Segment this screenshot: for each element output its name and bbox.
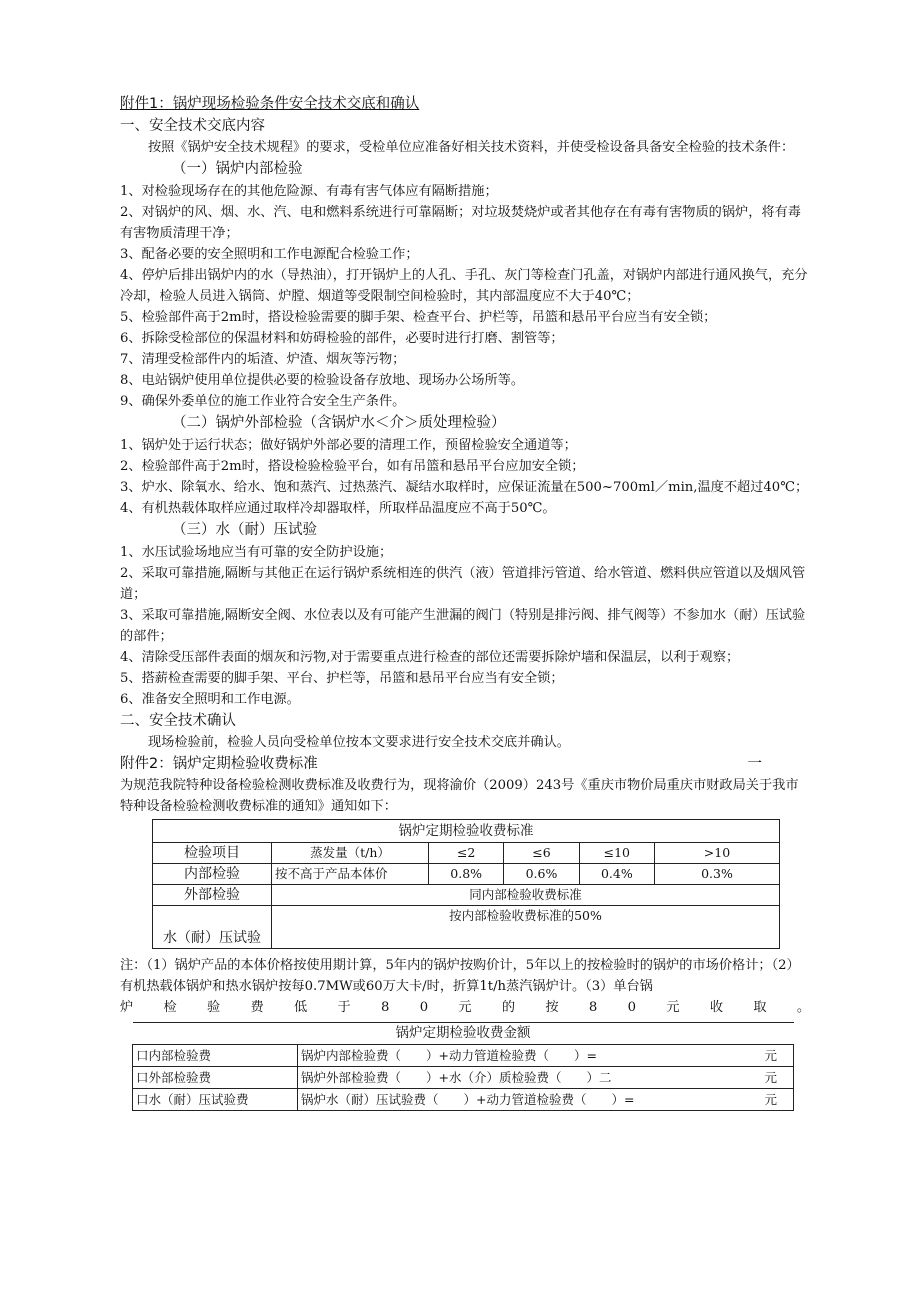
note-char: 元 [458, 1000, 472, 1015]
section1-heading: 一、安全技术交底内容 [120, 118, 265, 134]
note-char: 验 [207, 1000, 221, 1015]
amount-row-formula-cell [298, 1067, 794, 1089]
attachment2-title: 附件2：锅炉定期检验收费标准 [120, 756, 318, 772]
note-char: 于 [337, 1000, 351, 1015]
section1-intro: 按照《锅炉安全技术规程》的要求，受检单位应准备好相关技术资料，并使受检设备具备安全检验的技术条件： [148, 140, 795, 155]
note-char: 0 [419, 1000, 429, 1015]
note-char: 炉 [120, 1000, 134, 1015]
sub2-item: 2、检验部件高于2m时，搭设检验检验平台，如有吊篮和悬吊平台应加安全锁； [120, 459, 585, 474]
document-content [120, 93, 810, 1111]
note-char: 收 [709, 1000, 723, 1015]
attachment2-dash: 一 [747, 756, 762, 772]
note-char: 0 [627, 1000, 636, 1015]
note-char: 元 [666, 1000, 680, 1015]
sub1-item: 1、对检验现场存在的其他危险源、有毒有害气体应有隔断措施； [120, 184, 498, 199]
sub3-item: 1、水压试验场地应当有可靠的安全防护设施； [120, 545, 393, 560]
sub1-item: 7、清理受检部件内的垢渣、炉渣、烟灰等污物； [120, 352, 406, 367]
fee-table-external-label: 外部检验 [153, 885, 272, 906]
amount-row-unit: 元 [764, 1092, 777, 1107]
note-char: 检 [163, 1000, 177, 1015]
amount-row-formula: 锅炉内部检验费（ ）+动力管道检验费（ ）= [301, 1048, 597, 1063]
fee-table-pressure-value: 按内部检验收费标准的50% [272, 906, 780, 949]
sub1-item: 6、拆除受检部位的保温材料和妨碍检验的部件，必要时进行打磨、割管等； [120, 331, 564, 346]
amount-row-formula: 锅炉外部检验费（ ）+水（介）质检验费（ ）二 [301, 1070, 612, 1085]
fee-note-justified-line [120, 997, 810, 1018]
sub1-item: 5、检验部件高于2m时，搭设检验需要的脚手架、检查平台、护栏等，吊篮和悬吊平台应当有安全锁； [120, 310, 717, 325]
sub3-item: 2、采取可靠措施,隔断与其他正在运行锅炉系统相连的供汽（液）管道排污管道、给水管道、燃料供应管道以及烟风管道； [120, 566, 806, 602]
fee-amount-table [132, 1022, 794, 1111]
amount-row-unit: 元 [764, 1048, 777, 1063]
attachment2-intro: 为规范我院特种设备检验检测收费标准及收费行为，现将渝价（2009）243号《重庆市物价局重庆市财政局关于我市特种设备检验检测收费标准的通知》通知如下： [120, 778, 799, 814]
fee-table-header-col: ≤2 [429, 843, 504, 864]
note-char: 费 [250, 1000, 264, 1015]
amount-row-formula-cell [298, 1045, 794, 1067]
sub3-item: 6、准备安全照明和工作电源。 [120, 692, 300, 707]
amount-row-formula-cell [298, 1089, 794, 1111]
sub3-item: 3、采取可靠措施,隔断安全阀、水位表以及有可能产生泄漏的阀门（特别是排污阀、排气阀等）不参加水（耐）压试验的部件； [120, 608, 806, 644]
fee-table-header-col: >10 [655, 843, 780, 864]
sub3-item: 4、清除受压部件表面的烟灰和污物,对于需要重点进行检查的部位还需要拆除炉墙和保温层，以利于观察； [120, 650, 740, 665]
fee-table-header-col: ≤6 [504, 843, 579, 864]
sub2-item: 4、有机热载体取样应通过取样冷却器取样，所取样品温度应不高于50℃。 [120, 501, 556, 516]
sub2-heading: （二）锅炉外部检验（含锅炉水＜介＞质处理检验） [172, 415, 506, 431]
amount-row-unit: 元 [764, 1070, 777, 1085]
sub1-item: 3、配备必要的安全照明和工作电源配合检验工作； [120, 247, 419, 262]
sub3-item: 5、搭薪检查需要的脚手架、平台、护栏等，吊篮和悬吊平台应当有安全锁； [120, 671, 564, 686]
note-char: 8 [381, 1000, 390, 1015]
note-char: 低 [294, 1000, 308, 1015]
fee-table-pressure-label: 水（耐）压试验 [153, 906, 272, 949]
section2-heading: 二、安全技术确认 [120, 713, 236, 729]
sub2-item: 1、锅炉处于运行状态；做好锅炉外部必要的清理工作，预留检验安全通道等； [120, 438, 577, 453]
note-char: 的 [501, 1000, 516, 1015]
sub1-heading: （一）锅炉内部检验 [172, 161, 303, 177]
sub2-item: 3、炉水、除氧水、给水、饱和蒸汽、过热蒸汽、凝结水取样时，应保证流量在500~700ml／min,温度不超过40℃； [120, 480, 809, 495]
sub1-item: 4、停炉后排出锅炉内的水（导热油），打开锅炉上的人孔、手孔、灰门等检查门孔盖，对锅炉内部进行通风换气，充分冷却，检验人员进入锅筒、炉膛、烟道等受限制空间检验时，其内部温度应不大于40℃； [120, 268, 808, 304]
fee-table-header-unit: 蒸发量（t/h） [272, 843, 429, 864]
amount-row-label: 口外部检验费 [133, 1067, 298, 1089]
sub3-heading: （三）水（耐）压试验 [172, 522, 317, 538]
fee-table-internal-desc: 按不高于产品本体价 [272, 864, 429, 885]
sub1-item: 8、电站锅炉使用单位提供必要的检验设备存放地、现场办公场所等。 [120, 373, 525, 388]
amount-table-caption: 锅炉定期检验收费金额 [133, 1023, 794, 1045]
fee-table-internal-rate: 0.3% [655, 864, 780, 885]
fee-standard-table [152, 819, 780, 949]
fee-table-caption: 锅炉定期检验收费标准 [153, 820, 780, 843]
amount-row-label: 口内部检验费 [133, 1045, 298, 1067]
amount-row-formula: 锅炉水（耐）压试验费（ ）+动力管道检验费（ ）= [301, 1092, 635, 1107]
note-char: 取 [753, 1000, 767, 1015]
sub1-item: 2、对锅炉的风、烟、水、汽、电和燃料系统进行可靠隔断；对垃圾焚烧炉或者其他存在有毒有害物质的锅炉，将有毒有害物质清理干净； [120, 205, 801, 241]
attachment1-title: 附件1：锅炉现场检验条件安全技术交底和确认 [120, 96, 420, 112]
fee-table-internal-rate: 0.4% [579, 864, 654, 885]
fee-table-header-col: ≤10 [579, 843, 654, 864]
fee-table-internal-rate: 0.8% [429, 864, 504, 885]
note-char: 按 [545, 1000, 559, 1015]
amount-row-label: 口水（耐）压试验费 [133, 1089, 298, 1111]
sub1-item: 9、确保外委单位的施工作业符合安全生产条件。 [120, 394, 406, 409]
section2-text: 现场检验前，检验人员向受检单位按本文要求进行安全技术交底并确认。 [148, 735, 570, 750]
fee-note: 注：（1）锅炉产品的本体价格按使用期计算，5年内的锅炉按购价计，5年以上的按检验时的锅炉的市场价格计；（2）有机热载体锅炉和热水锅炉按每0.7MW或60万大卡/时，折算1t/h蒸汽锅炉计。（3）单台锅 [120, 958, 800, 994]
note-char: 8 [588, 1000, 598, 1015]
attachment2-heading [120, 753, 810, 775]
note-char: 。 [796, 1000, 810, 1015]
fee-table-external-value: 同内部检验收费标准 [272, 885, 780, 906]
fee-table-header-label: 检验项目 [153, 843, 272, 864]
fee-table-internal-rate: 0.6% [504, 864, 579, 885]
fee-table-internal-label: 内部检验 [153, 864, 272, 885]
